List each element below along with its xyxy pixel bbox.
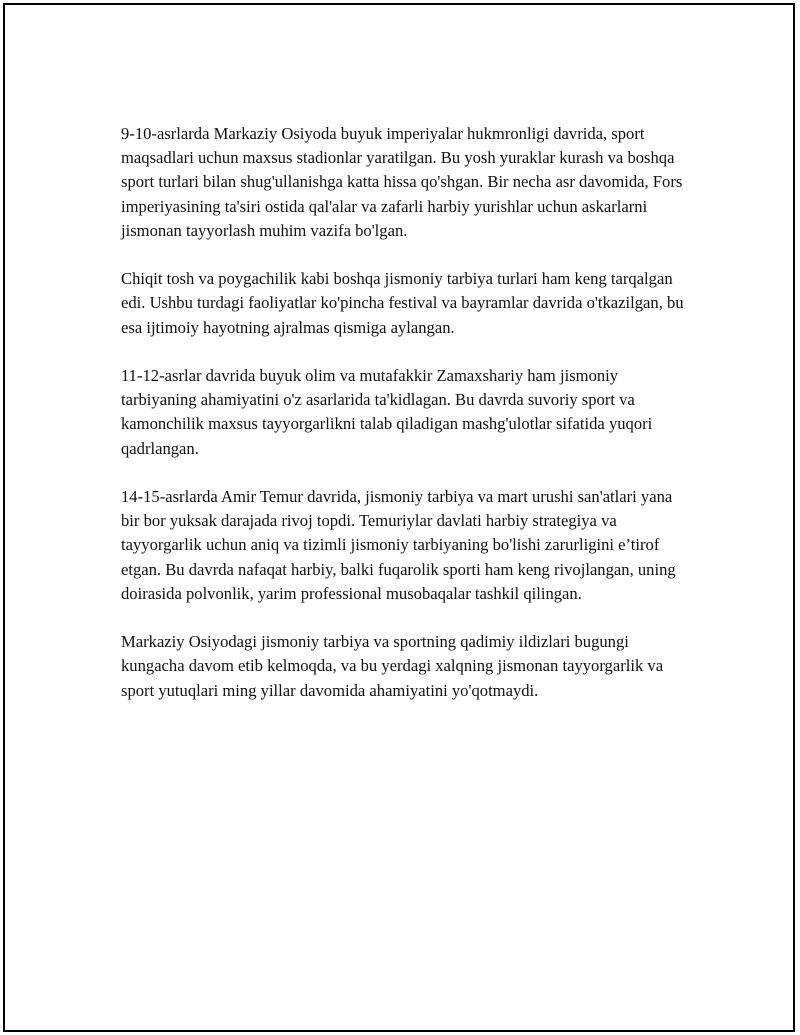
paragraph-1: 9-10-asrlarda Markaziy Osiyoda buyuk imperiyalar hukmronligi davrida, sport maqsadlari uchun maxsus stadionlar yaratilgan. Bu yosh yuraklar kurash va boshqa sport turlari bilan shug'ullanishga katta hissa qo'shgan. Bir necha asr davomida, Fors imperiyasining ta'siri ostida qal'alar va zafarli harbiy yurishlar uchun askarlarni jismonan tayyorlash muhim vazifa bo'lgan. <box>121 124 683 240</box>
document-body <box>121 122 691 727</box>
page-frame <box>3 3 795 1032</box>
paragraph-2: Chiqit tosh va poygachilik kabi boshqa jismoniy tarbiya turlari ham keng tarqalgan edi. Ushbu turdagi faoliyatlar ko'pincha festival va bayramlar davrida o'tkazilgan, bu esa ijtimoiy hayotning ajralmas qismiga aylangan. <box>121 269 684 337</box>
paragraph-3: 11-12-asrlar davrida buyuk olim va mutafakkir Zamaxshariy ham jismoniy tarbiyaning ahamiyatini o'z asarlarida ta'kidlagan. Bu davrda suvoriy sport va kamonchilik maxsus tayyorgarlikni talab qiladigan mashg'ulotlar sifatida yuqori qadrlangan. <box>121 366 653 458</box>
paragraph-5: Markaziy Osiyodagi jismoniy tarbiya va sportning qadimiy ildizlari bugungi kungacha davom etib kelmoqda, va bu yerdagi xalqning jismonan tayyorgarlik va sport yutuqlari ming yillar davomida ahamiyatini yo'qotmaydi. <box>121 632 664 700</box>
paragraph-4: 14-15-asrlarda Amir Temur davrida, jismoniy tarbiya va mart urushi san'atlari yana bir bor yuksak darajada rivoj topdi. Temuriylar davlati harbiy strategiya va tayyorgarlik uchun aniq va tizimli jismoniy tarbiyaning bo'lishi zarurligini e’tirof etgan. Bu davrda nafaqat harbiy, balki fuqarolik sporti ham keng rivojlangan, uning doirasida polvonlik, yarim professional musobaqalar tashkil qilingan. <box>121 487 676 603</box>
